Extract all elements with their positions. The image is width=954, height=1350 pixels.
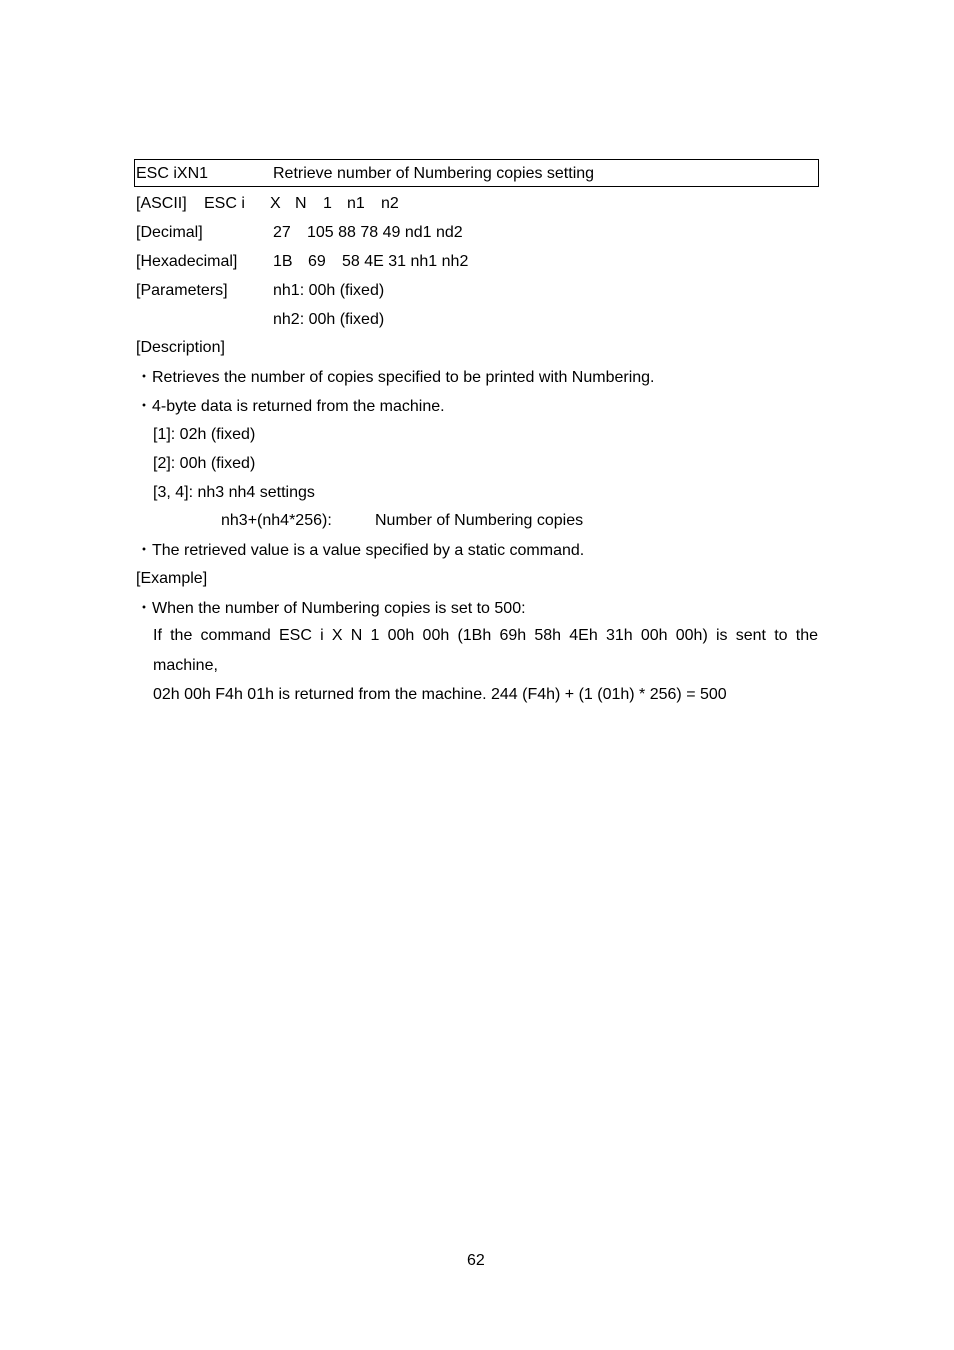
ascii-code-6: n2	[381, 195, 399, 212]
ascii-code-2: X	[270, 195, 281, 212]
description-bullet-2: ・4-byte data is returned from the machine.	[136, 398, 445, 415]
decimal-label: [Decimal]	[136, 224, 203, 241]
parameter-nh2: nh2: 00h (fixed)	[273, 311, 385, 328]
hex-label: [Hexadecimal]	[136, 253, 238, 270]
ascii-label: [ASCII]	[136, 195, 187, 212]
description-bullet-3: ・The retrieved value is a value specified by a static command.	[136, 542, 585, 559]
example-line-2: machine,	[153, 657, 218, 674]
decimal-code-1: 27	[273, 224, 291, 241]
page-number: 62	[467, 1252, 485, 1269]
example-line-1: If the command ESC i X N 1 00h 00h (1Bh 69h 58h 4Eh 31h 00h 00h) is sent to the	[153, 627, 818, 644]
parameter-nh1: nh1: 00h (fixed)	[273, 282, 385, 299]
decimal-code-2: 105 88 78 49 nd1 nd2	[307, 224, 463, 241]
ascii-code-1: ESC i	[204, 195, 245, 212]
return-byte-1: [1]: 02h (fixed)	[153, 426, 256, 443]
ascii-code-3: N	[295, 195, 307, 212]
description-label: [Description]	[136, 339, 225, 356]
description-bullet-1: ・Retrieves the number of copies specified to be printed with Numbering.	[136, 369, 655, 386]
ascii-code-5: n1	[347, 195, 365, 212]
hex-code-1: 1B	[273, 253, 293, 270]
return-bytes-3-4: [3, 4]: nh3 nh4 settings	[153, 484, 315, 501]
ascii-code-4: 1	[323, 195, 332, 212]
hex-code-2: 69	[308, 253, 326, 270]
command-code: ESC iXN1	[136, 165, 209, 182]
hex-code-3: 58 4E 31 nh1 nh2	[342, 253, 469, 270]
example-label: [Example]	[136, 570, 208, 587]
formula-meaning: Number of Numbering copies	[375, 512, 584, 529]
example-line-3: 02h 00h F4h 01h is returned from the machine. 244 (F4h) + (1 (01h) * 256) = 500	[153, 686, 727, 703]
command-title: Retrieve number of Numbering copies setting	[273, 165, 595, 182]
example-bullet: ・When the number of Numbering copies is set to 500:	[136, 600, 526, 617]
formula: nh3+(nh4*256):	[221, 512, 332, 529]
return-byte-2: [2]: 00h (fixed)	[153, 455, 256, 472]
parameters-label: [Parameters]	[136, 282, 228, 299]
